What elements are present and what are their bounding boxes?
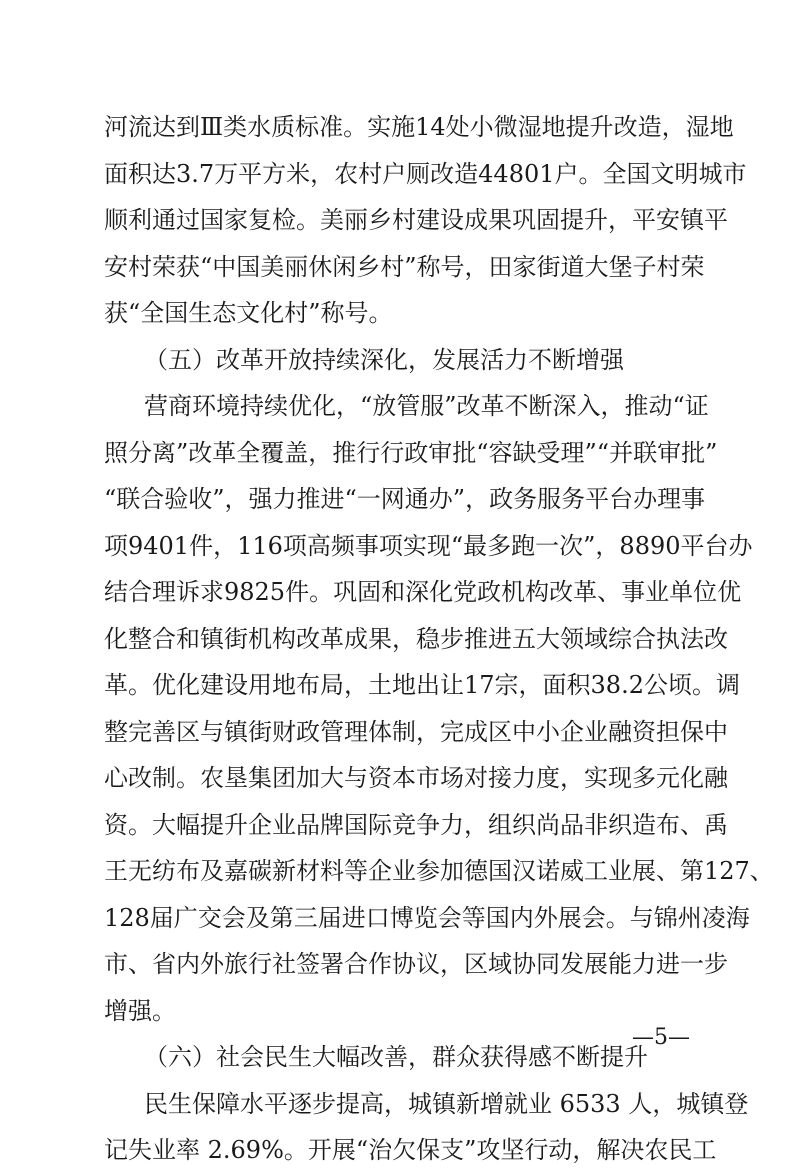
body-text-line: 河流达到Ⅲ类水质标准。实施14处小微湿地提升改造，湿地 — [104, 113, 734, 141]
body-text-line: 记失业率 2.69%。开展“治欠保支”攻坚行动，解决农民工 — [104, 1136, 717, 1164]
page-number: —5— — [632, 1025, 690, 1050]
section-heading: （五）改革开放持续深化，发展活力不断增强 — [144, 345, 624, 374]
body-text-line: 化整合和镇街机构改革成果，稳步推进五大领域综合执法改 — [104, 624, 728, 653]
body-text-line: 增强。 — [104, 996, 176, 1025]
body-text-line: 整完善区与镇街财政管理体制，完成区中小企业融资担保中 — [104, 717, 728, 746]
body-text-line: 资。大幅提升企业品牌国际竞争力，组织尚品非织造布、禹 — [104, 810, 728, 839]
body-text-line: 民生保障水平逐步提高，城镇新增就业 6533 人，城镇登 — [144, 1089, 749, 1118]
section-heading: （六）社会民生大幅改善，群众获得感不断提升 — [144, 1043, 648, 1071]
body-text-line: 顺利通过国家复检。美丽乡村建设成果巩固提升，平安镇平 — [104, 206, 728, 234]
body-text-line: “联合验收”，强力推进“一网通办”，政务服务平台办理事 — [104, 485, 706, 513]
body-text-line: 市、省内外旅行社签署合作协议，区域协同发展能力进一步 — [104, 950, 728, 978]
body-text-line: 项9401件，116项高频事项实现“最多跑一次”，8890平台办 — [104, 531, 753, 560]
body-text-line: 面积达3.7万平方米，农村户厕改造44801户。全国文明城市 — [104, 159, 747, 188]
body-text-line: 128届广交会及第三届进口博览会等国内外展会。与锦州凌海 — [104, 903, 750, 932]
body-text-line: 获“全国生态文化村”称号。 — [104, 299, 393, 327]
body-text-line: 结合理诉求9825件。巩固和深化党政机构改革、事业单位优 — [104, 578, 742, 606]
body-text-line: 王无纺布及嘉碳新材料等企业参加德国汉诺威工业展、第127、 — [104, 857, 774, 885]
body-text-line: 心改制。农垦集团加大与资本市场对接力度，实现多元化融 — [104, 764, 728, 792]
body-text-line: 照分离”改革全覆盖，推行行政审批“容缺受理”“并联审批” — [104, 438, 718, 467]
body-text-line: 安村荣获“中国美丽休闲乡村”称号，田家街道大堡子村荣 — [104, 252, 705, 281]
body-text-line: 营商环境持续优化，“放管服”改革不断深入，推动“证 — [144, 392, 709, 420]
body-text-line: 革。优化建设用地布局，土地出让17宗，面积38.2公顷。调 — [104, 671, 740, 699]
